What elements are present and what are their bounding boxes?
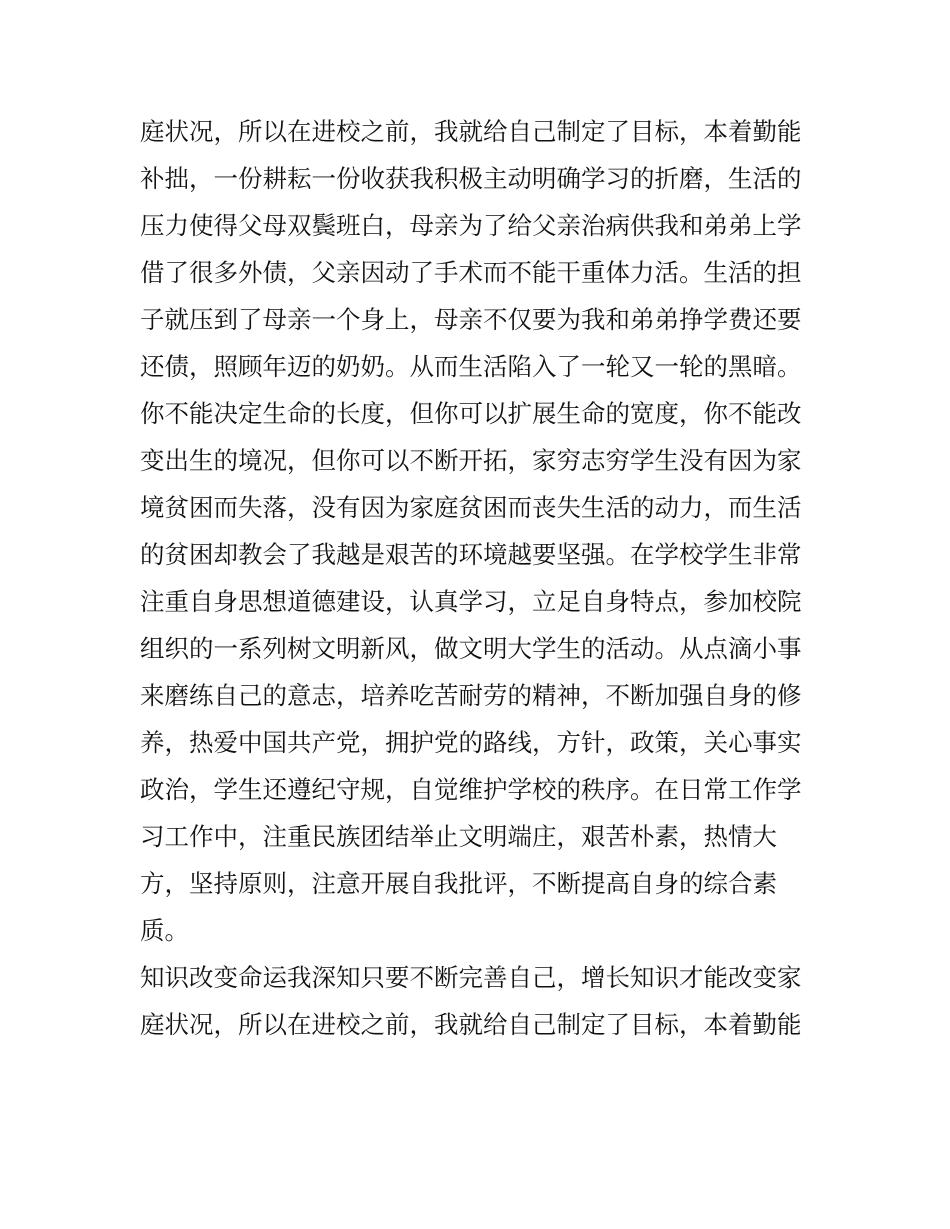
text-line: 方，坚持原则，注意开展自我批评，不断提高自身的综合素	[140, 869, 777, 898]
text-line: 政治，学生还遵纪守规，自觉维护学校的秩序。在日常工作学	[140, 775, 802, 804]
text-line: 养，热爱中国共产党，拥护党的路线，方针，政策，关心事实	[140, 728, 802, 757]
text-line: 组织的一系列树文明新风，做文明大学生的活动。从点滴小事	[140, 634, 802, 663]
text-line: 庭状况，所以在进校之前，我就给自己制定了目标，本着勤能	[140, 117, 802, 146]
text-line: 你不能决定生命的长度，但你可以扩展生命的宽度，你不能改	[140, 399, 802, 428]
text-line: 庭状况，所以在进校之前，我就给自己制定了目标，本着勤能	[140, 1010, 802, 1039]
text-line: 借了很多外债，父亲因动了手术而不能干重体力活。生活的担	[140, 258, 802, 287]
document-body-text	[140, 108, 820, 1048]
text-line: 变出生的境况，但你可以不断开拓，家穷志穷学生没有因为家	[140, 446, 802, 475]
text-line: 境贫困而失落，没有因为家庭贫困而丧失生活的动力，而生活	[140, 493, 802, 522]
text-line: 习工作中，注重民族团结举止文明端庄，艰苦朴素，热情大	[140, 822, 777, 851]
text-line: 的贫困却教会了我越是艰苦的环境越要坚强。在学校学生非常	[140, 540, 802, 569]
text-line: 还债，照顾年迈的奶奶。从而生活陷入了一轮又一轮的黑暗。	[140, 352, 802, 381]
text-line: 补拙，一份耕耘一份收获我积极主动明确学习的折磨，生活的	[140, 164, 802, 193]
text-line: 来磨练自己的意志，培养吃苦耐劳的精神，不断加强自身的修	[140, 681, 802, 710]
text-line: 质。	[140, 916, 189, 945]
text-line: 注重自身思想道德建设，认真学习，立足自身特点，参加校院	[140, 587, 802, 616]
text-line: 子就压到了母亲一个身上，母亲不仅要为我和弟弟挣学费还要	[140, 305, 802, 334]
text-line: 知识改变命运我深知只要不断完善自己，增长知识才能改变家	[140, 963, 802, 992]
text-line: 压力使得父母双鬓班白，母亲为了给父亲治病供我和弟弟上学	[140, 211, 802, 240]
